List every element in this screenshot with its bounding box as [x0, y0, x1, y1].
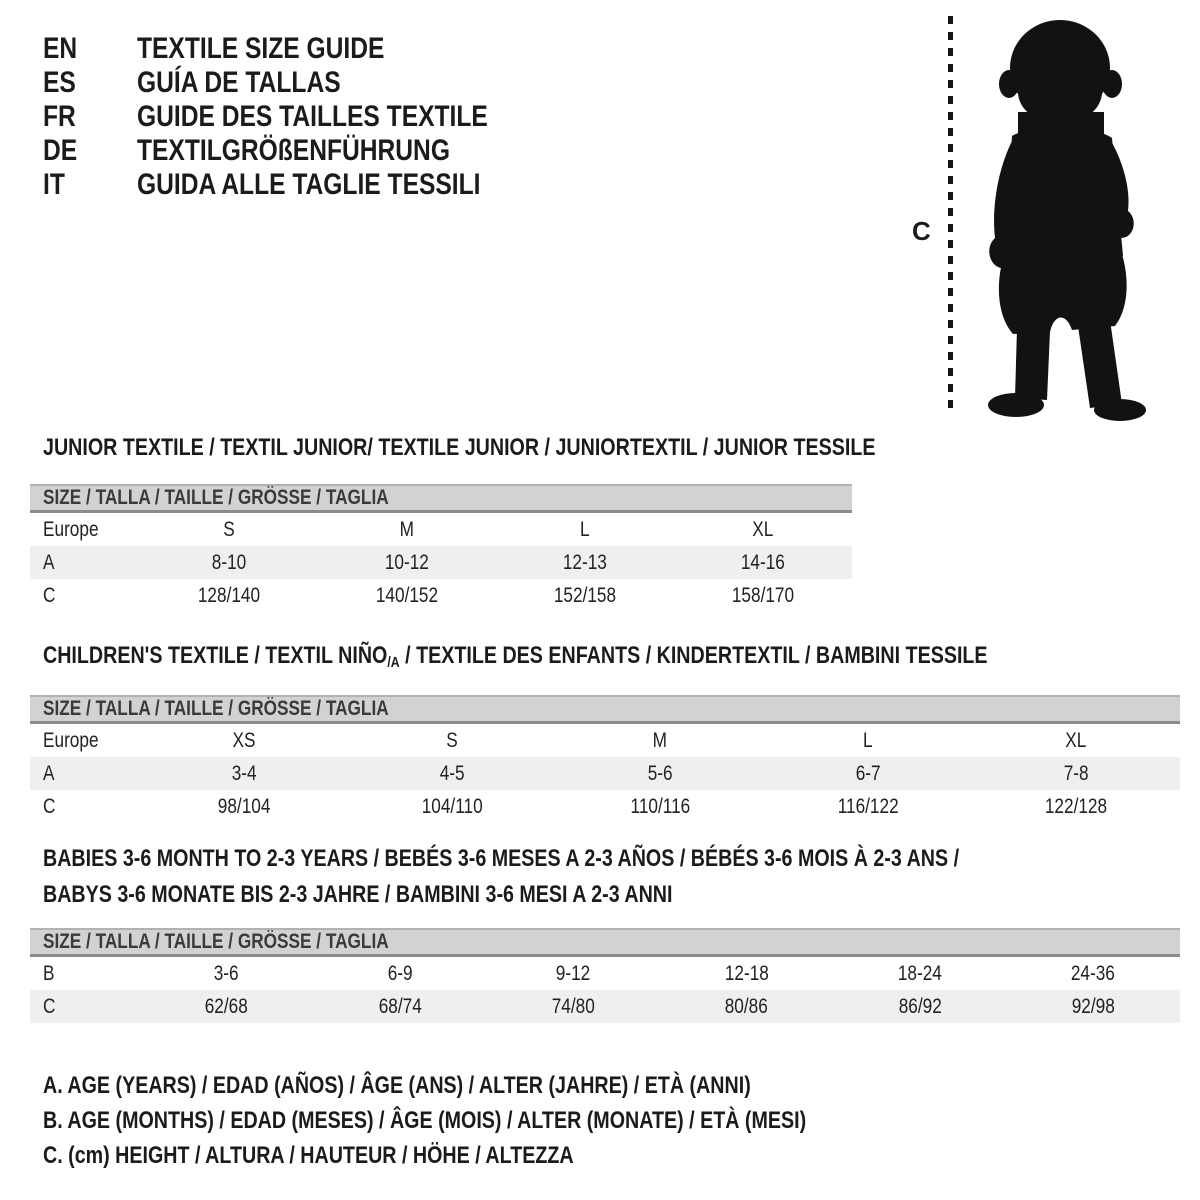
language-row-it [43, 168, 565, 202]
babies-size-header-bar: SIZE / TALLA / TAILLE / GRÖSSE / TAGLIA [30, 928, 1180, 957]
size-cell: 7-8 [1063, 761, 1089, 785]
size-cell: 98/104 [217, 794, 271, 818]
size-cell: 74/80 [551, 994, 595, 1018]
height-measure-label: C [912, 216, 931, 246]
language-code: ES [43, 66, 76, 99]
size-cell: 62/68 [205, 994, 249, 1018]
size-cell: 24-36 [1071, 961, 1116, 985]
size-cell: 122/128 [1044, 794, 1108, 818]
size-cell: 158/170 [731, 583, 795, 607]
size-cell: 152/158 [553, 583, 617, 607]
size-cell: 9-12 [556, 961, 591, 985]
size-cell: 80/86 [725, 994, 769, 1018]
babies-size-table [30, 928, 1180, 1023]
children-size-header-bar: SIZE / TALLA / TAILLE / GRÖSSE / TAGLIA [30, 695, 1180, 724]
size-cell: XL [1065, 728, 1087, 752]
size-cell: 12-18 [724, 961, 769, 985]
size-cell: M [399, 517, 415, 541]
size-cell: 116/122 [837, 794, 899, 818]
size-cell: 6-7 [855, 761, 881, 785]
size-cell: 92/98 [1071, 994, 1115, 1018]
size-cell: 4-5 [439, 761, 465, 785]
size-cell: 110/116 [630, 794, 690, 818]
height-dashed-line [948, 16, 953, 416]
language-row-es [43, 66, 565, 100]
language-code: DE [43, 134, 78, 167]
baby-silhouette [960, 14, 1170, 424]
legend-line-a: A. AGE (YEARS) / EDAD (AÑOS) / ÂGE (ANS) / ALTER (JAHRE) / ETÀ (ANNI) [43, 1071, 751, 1099]
junior-section-title: JUNIOR TEXTILE / TEXTIL JUNIOR/ TEXTILE JUNIOR / JUNIORTEXTIL / JUNIOR TESSILE [43, 434, 876, 461]
junior-size-table [30, 484, 852, 612]
size-cell: 10-12 [384, 550, 430, 574]
junior-size-header-bar: SIZE / TALLA / TAILLE / GRÖSSE / TAGLIA [30, 484, 852, 513]
size-cell: 68/74 [378, 994, 422, 1018]
size-cell: M [652, 728, 668, 752]
size-cell: XS [232, 728, 256, 752]
row-label: Europe [43, 728, 99, 752]
language-title: TEXTILGRÖßENFÜHRUNG [137, 134, 450, 167]
size-cell: XL [752, 517, 774, 541]
size-cell: 8-10 [211, 550, 247, 574]
row-label: A [43, 550, 55, 574]
size-cell: S [223, 517, 235, 541]
language-header [43, 32, 565, 202]
language-code: FR [43, 100, 76, 133]
size-cell: S [446, 728, 458, 752]
language-title: GUIDE DES TAILLES TEXTILE [137, 100, 488, 133]
babies-row-b [30, 957, 1180, 990]
row-label: C [43, 994, 56, 1018]
babies-row-c [30, 990, 1180, 1023]
measurement-legend [43, 1068, 974, 1173]
language-code: EN [43, 32, 78, 65]
size-cell: 5-6 [647, 761, 673, 785]
row-label: C [43, 794, 56, 818]
size-cell: L [580, 517, 590, 541]
size-cell: 104/110 [421, 794, 483, 818]
children-row-europe [30, 724, 1180, 757]
language-row-de [43, 134, 565, 168]
language-row-en [43, 32, 565, 66]
language-title: GUÍA DE TALLAS [137, 66, 341, 99]
row-label: Europe [43, 517, 99, 541]
babies-section-title: BABIES 3-6 MONTH TO 2-3 YEARS / BEBÉS 3-6 MESES A 2-3 AÑOS / BÉBÉS 3-6 MOIS À 2-3 ANS / BABYS 3-6 MONATE BIS 2-3 JAHRE / BAMBINI 3-6 MESI A 2-3 ANNI [43, 845, 960, 908]
size-cell: 128/140 [197, 583, 261, 607]
language-title: TEXTILE SIZE GUIDE [137, 32, 385, 65]
size-cell: 6-9 [387, 961, 413, 985]
children-section-title: CHILDREN'S TEXTILE / TEXTIL NIÑO/A / TEXTILE DES ENFANTS / KINDERTEXTIL / BAMBINI TESSILE [43, 642, 988, 671]
row-label: B [43, 961, 55, 985]
junior-row-europe [30, 513, 852, 546]
title-subscript: /A [387, 654, 400, 671]
size-cell: 86/92 [898, 994, 942, 1018]
language-code: IT [43, 168, 65, 201]
size-cell: 14-16 [740, 550, 786, 574]
row-label: A [43, 761, 55, 785]
children-row-a [30, 757, 1180, 790]
size-cell: 12-13 [562, 550, 608, 574]
legend-line-b: B. AGE (MONTHS) / EDAD (MESES) / ÂGE (MOIS) / ALTER (MONATE) / ETÀ (MESI) [43, 1106, 807, 1134]
size-cell: 140/152 [375, 583, 439, 607]
junior-row-c [30, 579, 852, 612]
language-row-fr [43, 100, 565, 134]
size-cell: 3-4 [231, 761, 257, 785]
size-cell: 18-24 [897, 961, 943, 985]
row-label: C [43, 583, 56, 607]
junior-row-a [30, 546, 852, 579]
size-cell: 3-6 [214, 961, 240, 985]
children-size-table [30, 695, 1180, 823]
children-row-c [30, 790, 1180, 823]
legend-line-c: C. (cm) HEIGHT / ALTURA / HAUTEUR / HÖHE / ALTEZZA [43, 1141, 574, 1169]
language-title: GUIDA ALLE TAGLIE TESSILI [137, 168, 481, 201]
size-cell: L [863, 728, 873, 752]
